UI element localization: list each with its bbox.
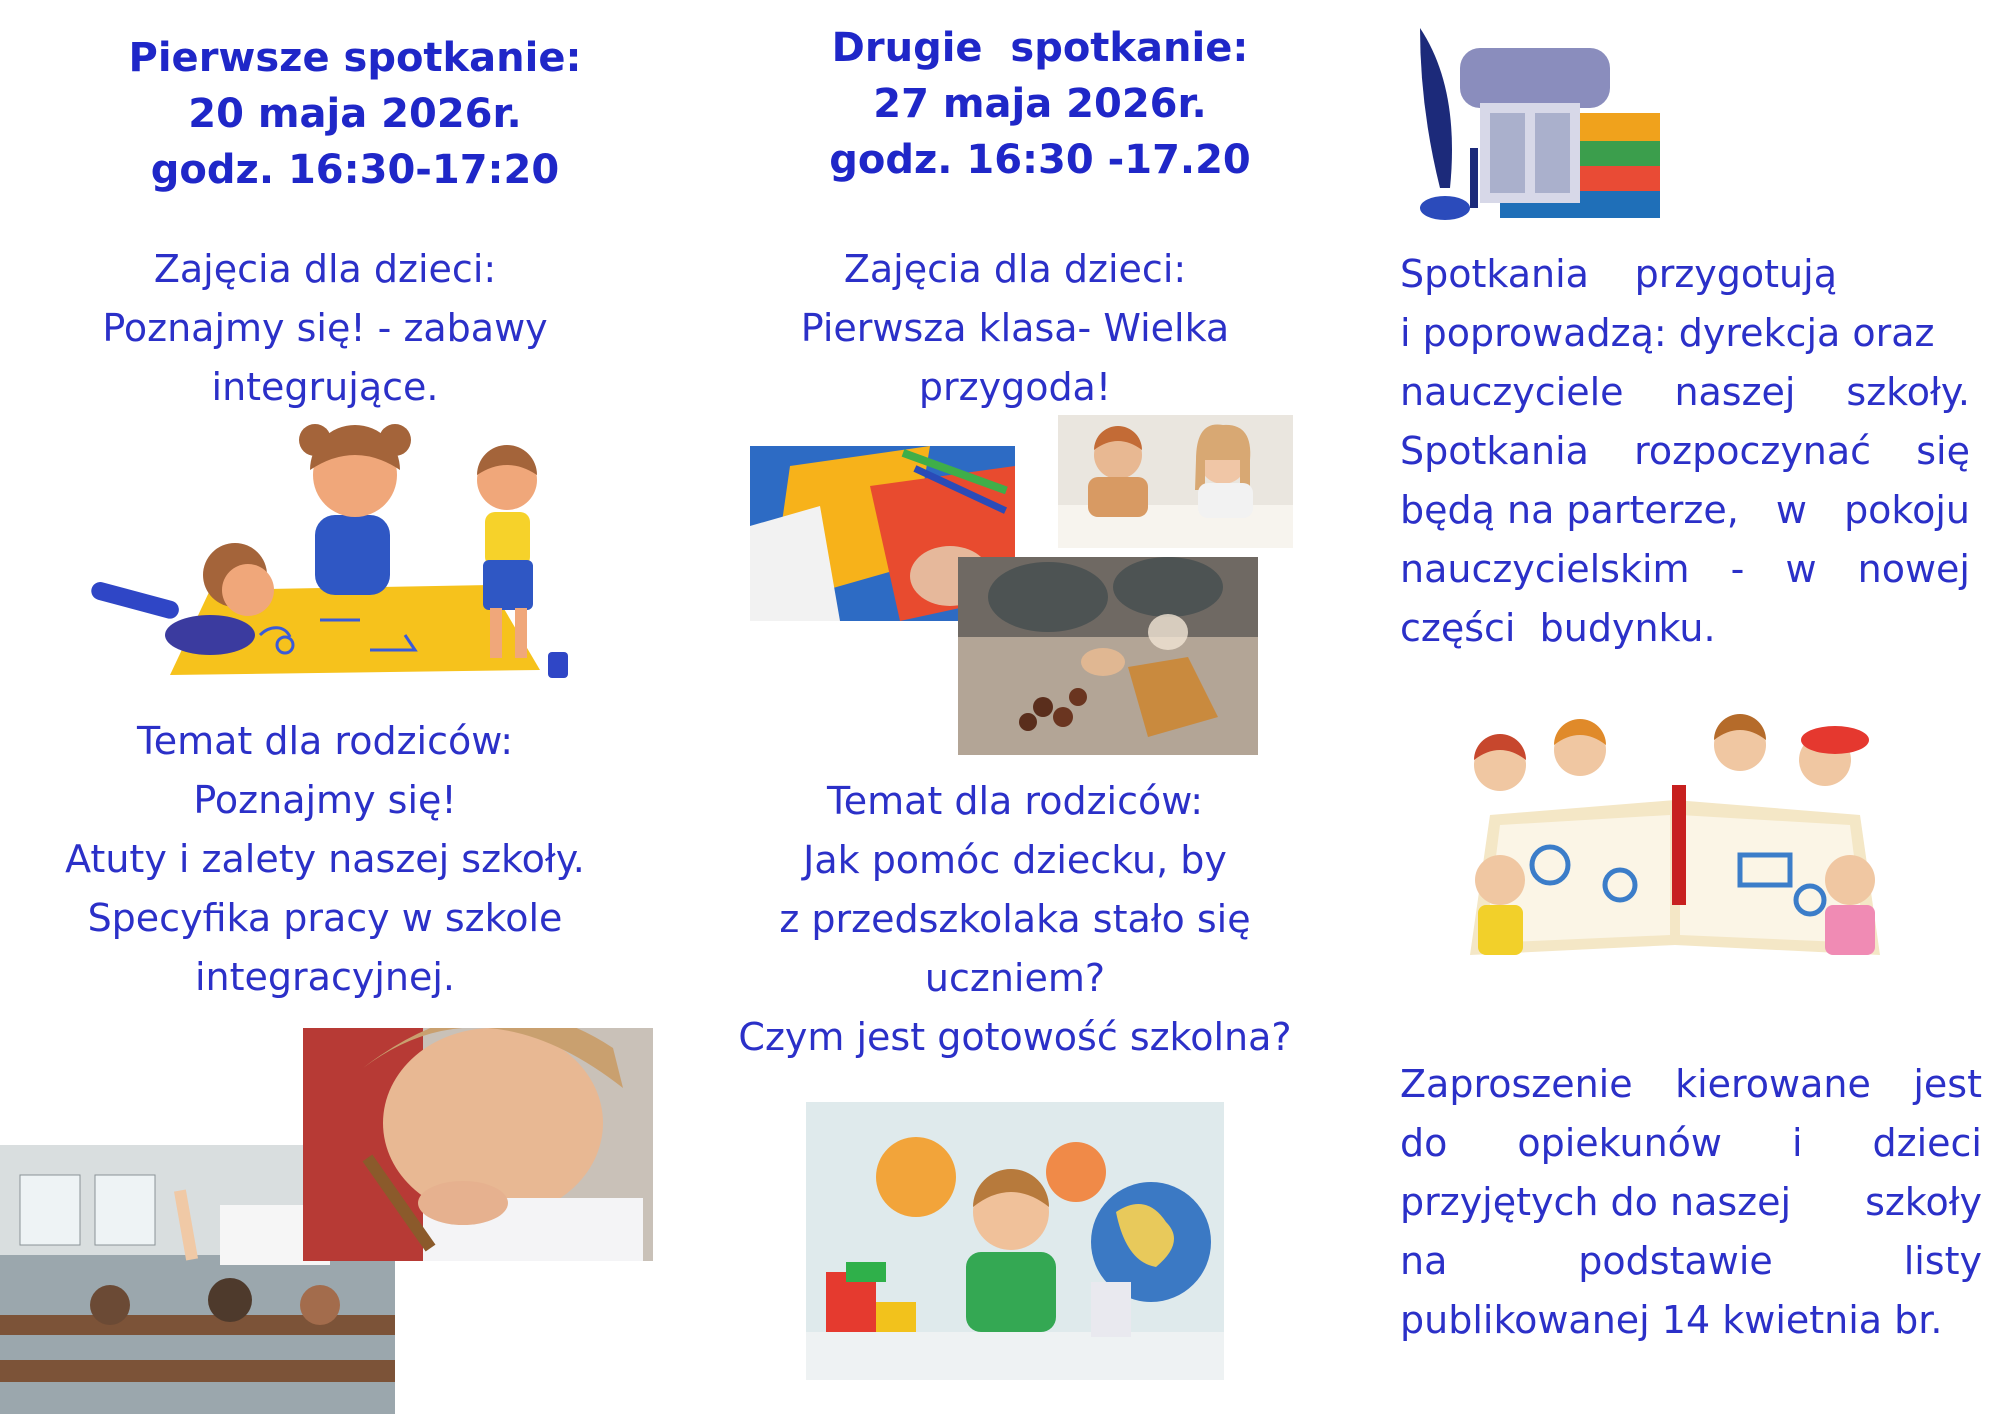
text-line: Czym jest gotowość szkolna? — [738, 1015, 1292, 1059]
heading-line: godz. 16:30-17:20 — [150, 147, 560, 193]
heading-line: 27 maja 2026r. — [873, 81, 1207, 127]
word: przyjętych do naszej — [1400, 1180, 1792, 1224]
word: listy — [1903, 1239, 1982, 1283]
word: nauczycielskim — [1400, 547, 1690, 591]
invitation-paragraph — [1400, 1055, 1982, 1350]
heading-line: Pierwsze spotkanie: — [128, 35, 582, 81]
text-line: Jak pomóc dziecku, by — [803, 838, 1227, 882]
text-line: Specyfika pracy w szkole — [87, 896, 563, 940]
organizers-line — [1400, 304, 1970, 363]
word: w — [1785, 547, 1817, 591]
word: się — [1916, 429, 1970, 473]
text-line: integracyjnej. — [195, 955, 455, 999]
heading-line: Drugie spotkanie: — [831, 25, 1249, 71]
invitation-line — [1400, 1173, 1982, 1232]
word: w — [1775, 488, 1807, 532]
first-meeting-heading — [80, 30, 630, 198]
heading-line: 20 maja 2026r. — [188, 91, 522, 137]
text-line: Zajęcia dla dzieci: — [843, 247, 1187, 291]
kids-puzzle-photo — [1058, 415, 1293, 548]
second-meeting-heading — [760, 20, 1320, 188]
text-line: Temat dla rodziców: — [826, 779, 1204, 823]
word: i — [1791, 1121, 1803, 1165]
invitation-line — [1400, 1232, 1982, 1291]
organizers-line — [1400, 245, 1837, 304]
invitation-line — [1400, 1114, 1982, 1173]
text-line: Pierwsza klasa- Wielka — [800, 306, 1230, 350]
nature-items-photo — [958, 557, 1258, 755]
word: Zaproszenie — [1400, 1062, 1633, 1106]
word: podstawie — [1578, 1239, 1773, 1283]
organizers-line — [1400, 481, 1970, 540]
organizers-line — [1400, 422, 1970, 481]
word: części budynku. — [1400, 606, 1716, 650]
invitation-line — [1400, 1291, 1982, 1350]
word: pokoju — [1844, 488, 1970, 532]
word: i poprowadzą: dyrekcja oraz — [1400, 311, 1935, 355]
kids-open-book-illustration — [1440, 705, 1910, 975]
second-parents-topic — [715, 772, 1315, 1067]
word: naszej — [1674, 370, 1796, 414]
text-line: Poznajmy się! — [193, 778, 457, 822]
word: szkoły. — [1846, 370, 1970, 414]
text-line: integrujące. — [211, 365, 439, 409]
word: Spotkania — [1400, 252, 1589, 296]
invitation-line — [1400, 1055, 1982, 1114]
text-line: Zajęcia dla dzieci: — [153, 247, 497, 291]
word: dzieci — [1872, 1121, 1982, 1165]
first-parents-topic — [30, 712, 620, 1007]
word: kierowane — [1675, 1062, 1871, 1106]
kids-drawing-illustration — [70, 420, 580, 685]
word: szkoły — [1865, 1180, 1982, 1224]
word: jest — [1913, 1062, 1982, 1106]
text-line: uczniem? — [924, 956, 1106, 1000]
text-line: Poznajmy się! - zabawy — [102, 306, 548, 350]
text-line: Atuty i zalety naszej szkoły. — [65, 837, 585, 881]
second-children-activities — [745, 240, 1285, 417]
word: będą na parterze, — [1400, 488, 1739, 532]
heading-line: godz. 16:30 -17.20 — [829, 137, 1251, 183]
organizers-paragraph — [1400, 245, 1970, 658]
word: nowej — [1857, 547, 1970, 591]
word: nauczyciele — [1400, 370, 1624, 414]
word: do — [1400, 1121, 1448, 1165]
organizers-line — [1400, 363, 1970, 422]
word: przygotują — [1634, 252, 1837, 296]
books-quill-illustration — [1400, 28, 1670, 243]
word: publikowanej 14 kwietnia br. — [1400, 1298, 1943, 1342]
word: - — [1730, 547, 1745, 591]
word: rozpoczynać — [1634, 429, 1872, 473]
word: opiekunów — [1517, 1121, 1722, 1165]
word: Spotkania — [1400, 429, 1589, 473]
text-line: przygoda! — [918, 365, 1112, 409]
girl-writing-photo — [303, 1028, 653, 1261]
word: na — [1400, 1239, 1448, 1283]
first-children-activities — [50, 240, 600, 417]
boy-with-globe-photo — [806, 1102, 1224, 1380]
organizers-line — [1400, 540, 1970, 599]
organizers-line — [1400, 599, 1970, 658]
text-line: Temat dla rodziców: — [136, 719, 514, 763]
text-line: z przedszkolaka stało się — [779, 897, 1251, 941]
